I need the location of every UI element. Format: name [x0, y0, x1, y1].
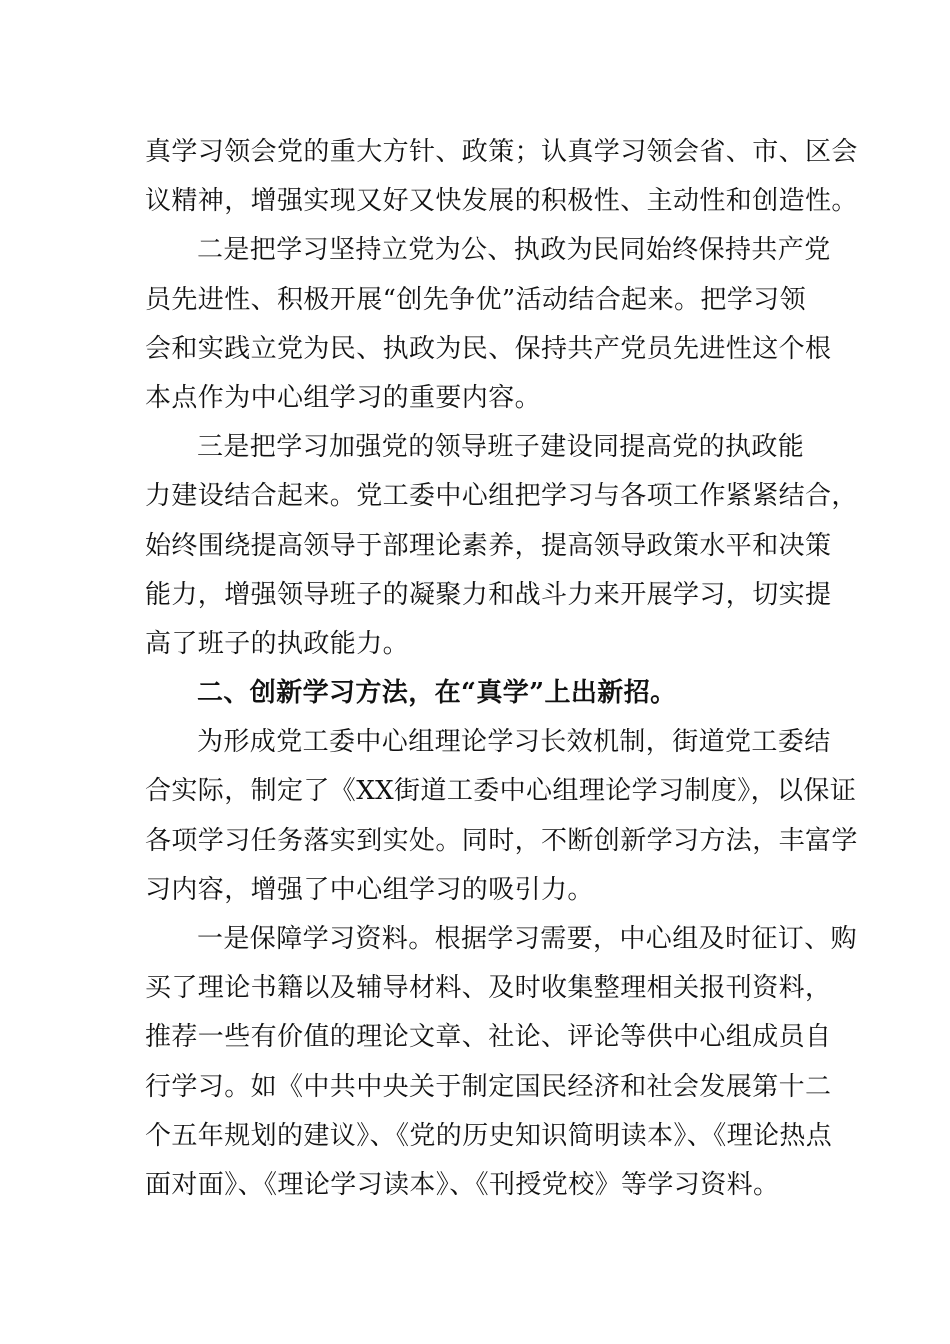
text-line: 始终围绕提高领导于部理论素养，提高领导政策水平和决策 [145, 530, 832, 561]
text-line: 面对面》、《理论学习读本》、《刊授党校》等学习资料。 [145, 1169, 780, 1200]
text-line: 议精神，增强实现又好又快发展的积极性、主动性和创造性。 [145, 186, 858, 217]
text-line: 真学习领会党的重大方针、政策；认真学习领会省、市、区会 [145, 137, 858, 167]
section-heading: 二、创新学习方法，在“真学”上出新招。 [197, 678, 677, 709]
text-line: 行学习。如《中共中央关于制定国民经济和社会发展第十二 [145, 1071, 832, 1102]
paragraph-start-line: 一是保障学习资料。根据学习需要，中心组及时征订、购 [197, 924, 858, 954]
text-line: 高了班子的执政能力。 [145, 628, 410, 659]
paragraph-start-line: 二是把学习坚持立党为公、执政为民同始终保持共产党 [197, 235, 831, 266]
text-line: 员先进性、积极开展“创先争优”活动结合起来。把学习领 [145, 284, 806, 315]
text-line: 本点作为中心组学习的重要内容。 [145, 382, 542, 413]
paragraph-start-line: 三是把学习加强党的领导班子建设同提高党的执政能 [197, 432, 805, 463]
text-line: 各项学习任务落实到实处。同时，不断创新学习方法，丰富学 [145, 825, 858, 856]
text-line: 能力，增强领导班子的凝聚力和战斗力来开展学习，切实提 [145, 579, 832, 610]
paragraph-start-line: 为形成党工委中心组理论学习长效机制，街道党工委结 [197, 727, 831, 758]
text-line: 习内容，增强了中心组学习的吸引力。 [145, 874, 594, 905]
text-line: 力建设结合起来。党工委中心组把学习与各项工作紧紧结合， [145, 481, 858, 512]
text-line: 买了理论书籍以及辅导材料、及时收集整理相关报刊资料， [145, 973, 832, 1004]
text-line: 推荐一些有价值的理论文章、社论、评论等供中心组成员自 [145, 1022, 832, 1053]
text-line: 个五年规划的建议》、《党的历史知识简明读本》、《理论热点 [145, 1120, 833, 1151]
text-line: 会和实践立党为民、执政为民、保持共产党员先进性这个根 [145, 333, 832, 364]
document-body [145, 128, 858, 1210]
text-line: 合实际，制定了《XX街道工委中心组理论学习制度》，以保证 [145, 776, 857, 807]
